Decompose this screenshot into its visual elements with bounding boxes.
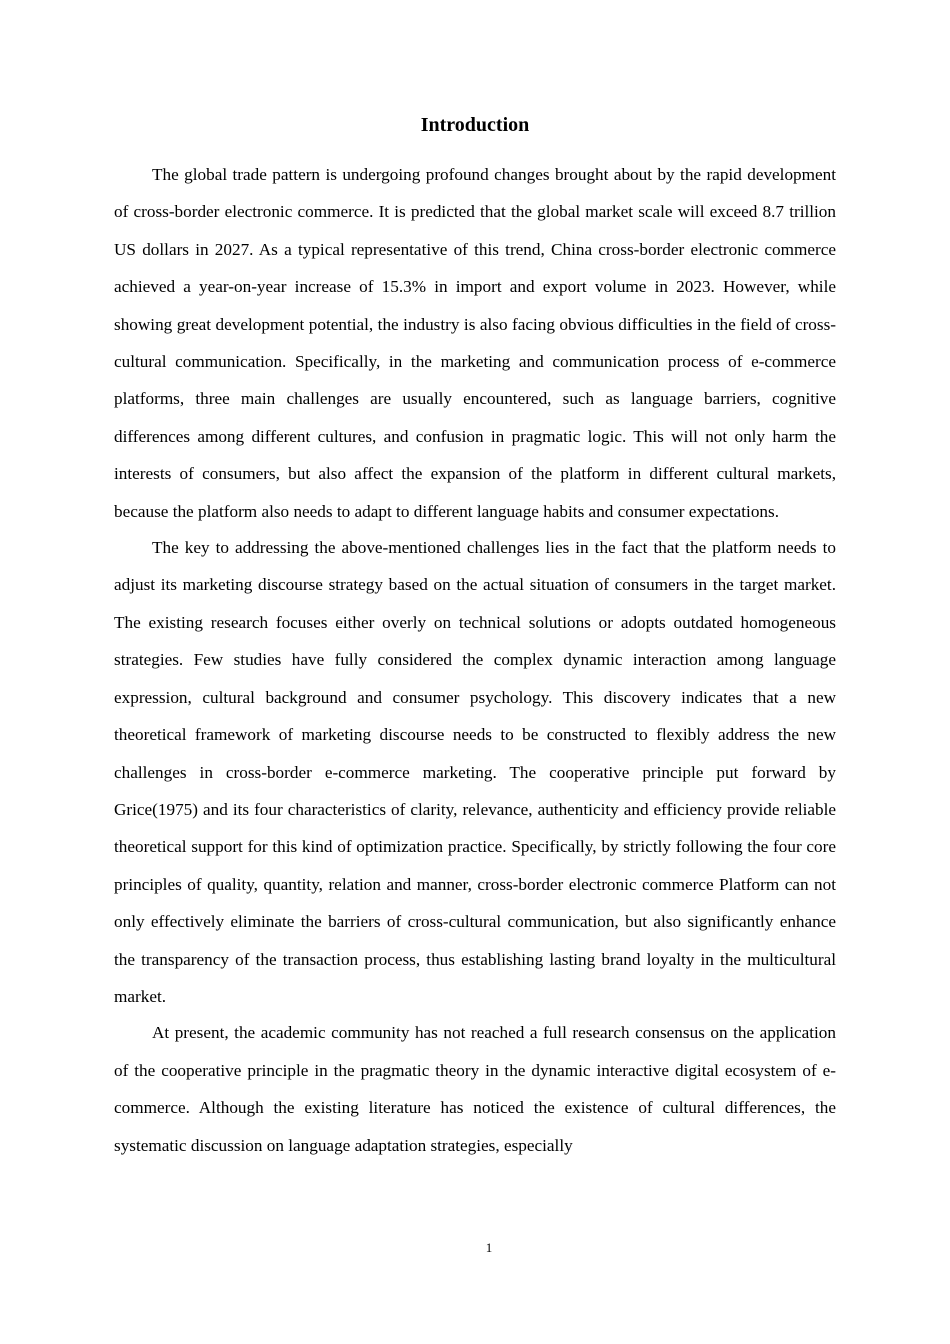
paragraph-1: The global trade pattern is undergoing profound changes brought about by the rapid development of cross-border electronic commerce. It is predicted that the global market scale will exceed 8.7 trillion US dollars in 2027. As a typical representative of this trend, China cross-border electronic commerce achieved a year-on-year increase of 15.3% in import and export volume in 2023. However, while showing great development potential, the industry is also facing obvious difficulties in the field of cross-cultural communication. Specifically, in the marketing and communication process of e-commerce platforms, three main challenges are usually encountered, such as language barriers, cognitive differences among different cultures, and confusion in pragmatic logic. This will not only harm the interests of consumers, but also affect the expansion of the platform in different cultural markets, because the platform also needs to adapt to different language habits and consumer expectations. xyxy=(114,165,836,521)
paragraph-3: At present, the academic community has not reached a full research consensus on the application of the cooperative principle in the pragmatic theory in the dynamic interactive digital ecosystem of e-commerce. Although the existing literature has noticed the existence of cultural differences, the systematic discussion on language adaptation strategies, especially xyxy=(114,1023,836,1155)
section-title: Introduction xyxy=(420,114,530,136)
page-number: 1 xyxy=(485,1240,493,1255)
paragraph-2: The key to addressing the above-mentioned challenges lies in the fact that the platform needs to adjust its marketing discourse strategy based on the actual situation of consumers in the target market. The existing research focuses either overly on technical solutions or adopts outdated homogeneous strategies. Few studies have fully considered the complex dynamic interaction among language expression, cultural background and consumer psychology. This discovery indicates that a new theoretical framework of marketing discourse needs to be constructed to flexibly address the new challenges in cross-border e-commerce marketing. The cooperative principle put forward by Grice(1975) and its four characteristics of clarity, relevance, authenticity and efficiency provide reliable theoretical support for this kind of optimization practice. Specifically, by strictly following the four core principles of quality, quantity, relation and manner, cross-border electronic commerce Platform can not only effectively eliminate the barriers of cross-cultural communication, but also significantly enhance the transparency of the transaction process, thus establishing lasting brand loyalty in the multicultural market. xyxy=(114,538,836,1006)
body-text xyxy=(114,156,836,1163)
